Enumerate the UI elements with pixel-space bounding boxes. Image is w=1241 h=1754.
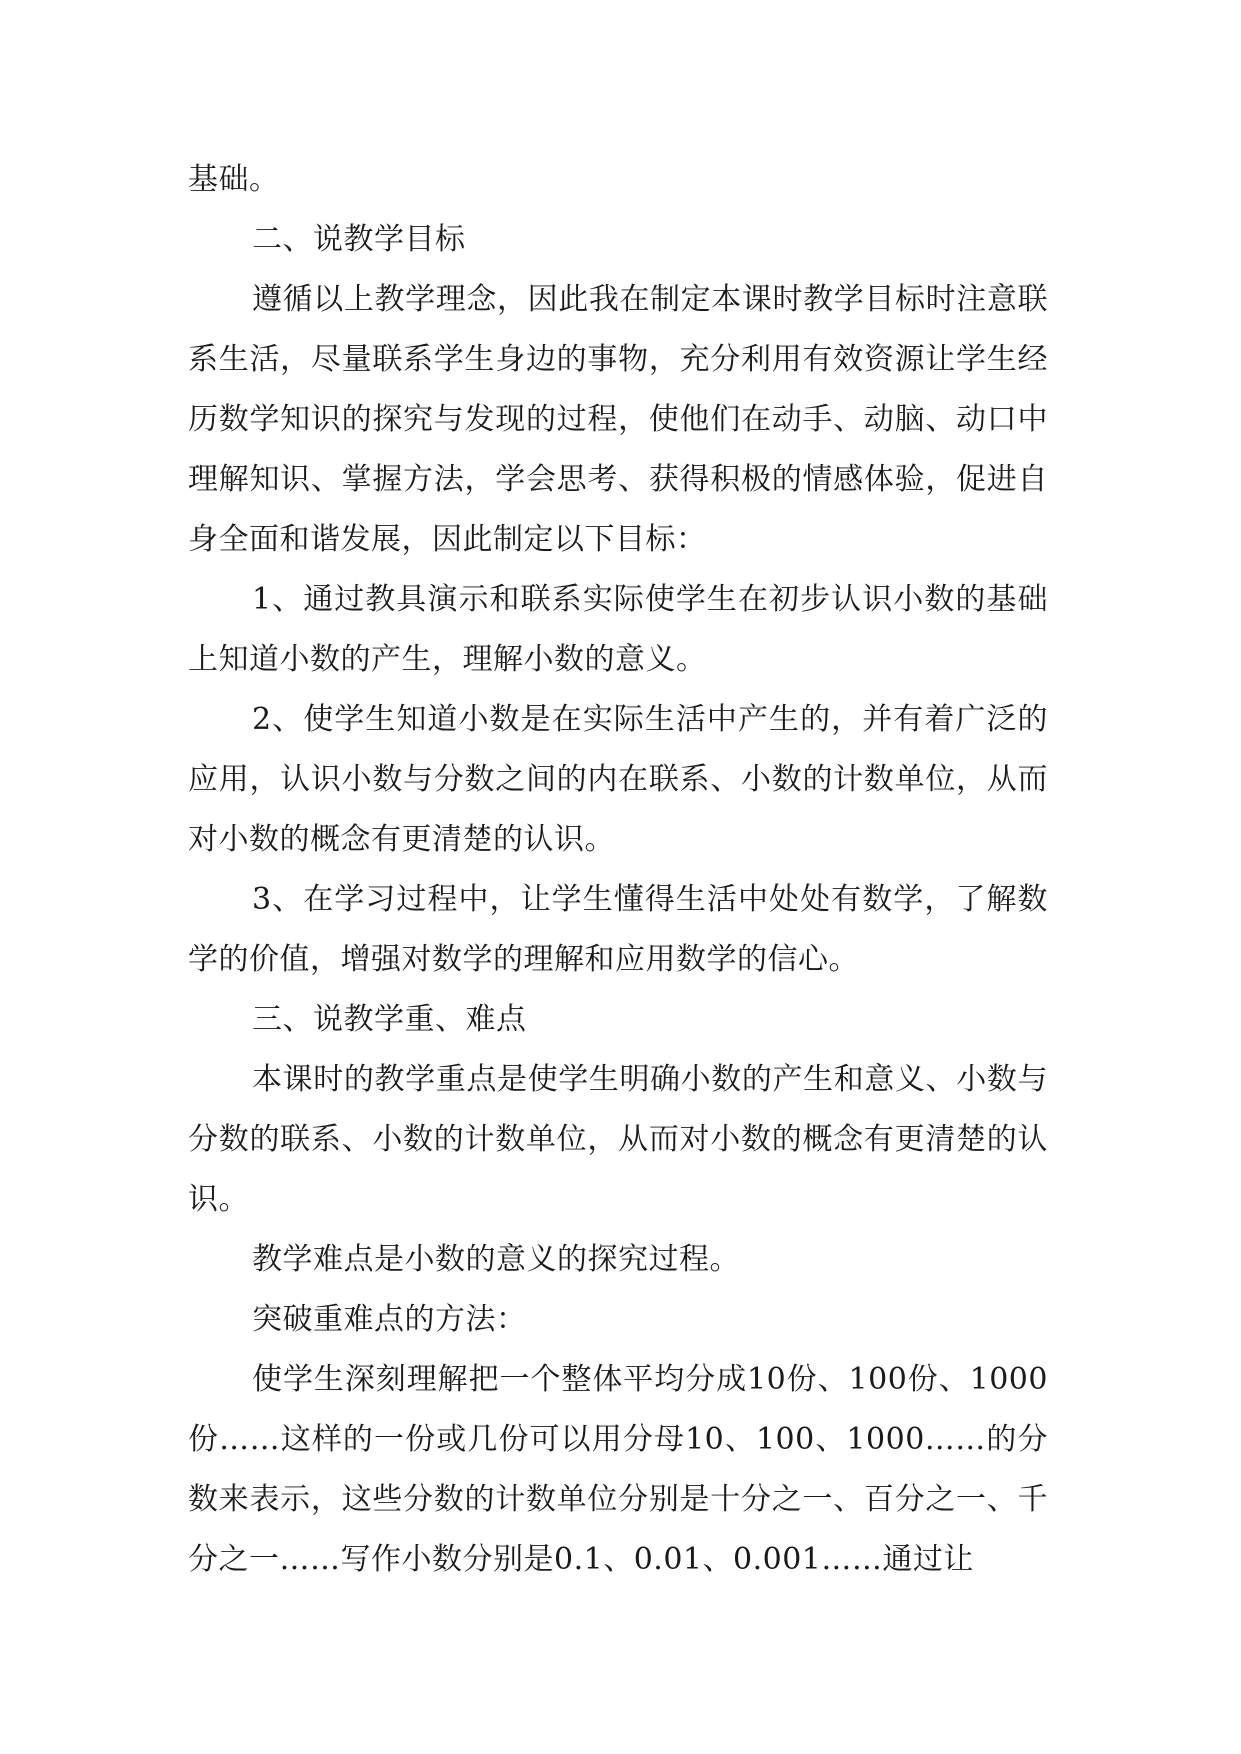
paragraph: 遵循以上教学理念，因此我在制定本课时教学目标时注意联系生活，尽量联系学生身边的事物，充分利用有效资源让学生经历数学知识的探究与发现的过程，使他们在动手、动脑、动口中理解知识、掌握方法，学会思考、获得积极的情感体验，促进自身全面和谐发展，因此制定以下目标： (188, 282, 1048, 557)
objective-item: 2、使学生知道小数是在实际生活中产生的，并有着广泛的应用，认识小数与分数之间的内在联系、小数的计数单位，从而对小数的概念有更清楚的认识。 (188, 702, 1048, 857)
paragraph: 使学生深刻理解把一个整体平均分成10份、100份、1000份……这样的一份或几份可以用分母10、100、1000……的分数来表示，这些分数的计数单位分别是十分之一、百分之一、千分之一……写作小数分别是0.1、0.01、0.001……通过让 (188, 1362, 1048, 1577)
objective-item: 3、在学习过程中，让学生懂得生活中处处有数学，了解数学的价值，增强对数学的理解和应用数学的信心。 (188, 882, 1048, 977)
paragraph: 教学难点是小数的意义的探究过程。 (252, 1242, 740, 1277)
objective-item: 1、通过教具演示和联系实际使学生在初步认识小数的基础上知道小数的产生，理解小数的意义。 (188, 582, 1048, 677)
section-heading: 二、说教学目标 (252, 222, 466, 257)
document-body (188, 150, 1048, 1590)
section-heading: 三、说教学重、难点 (252, 1002, 527, 1037)
paragraph: 本课时的教学重点是使学生明确小数的产生和意义、小数与分数的联系、小数的计数单位，从而对小数的概念有更清楚的认识。 (188, 1062, 1048, 1217)
paragraph: 突破重难点的方法： (252, 1302, 527, 1337)
paragraph: 基础。 (188, 162, 280, 197)
